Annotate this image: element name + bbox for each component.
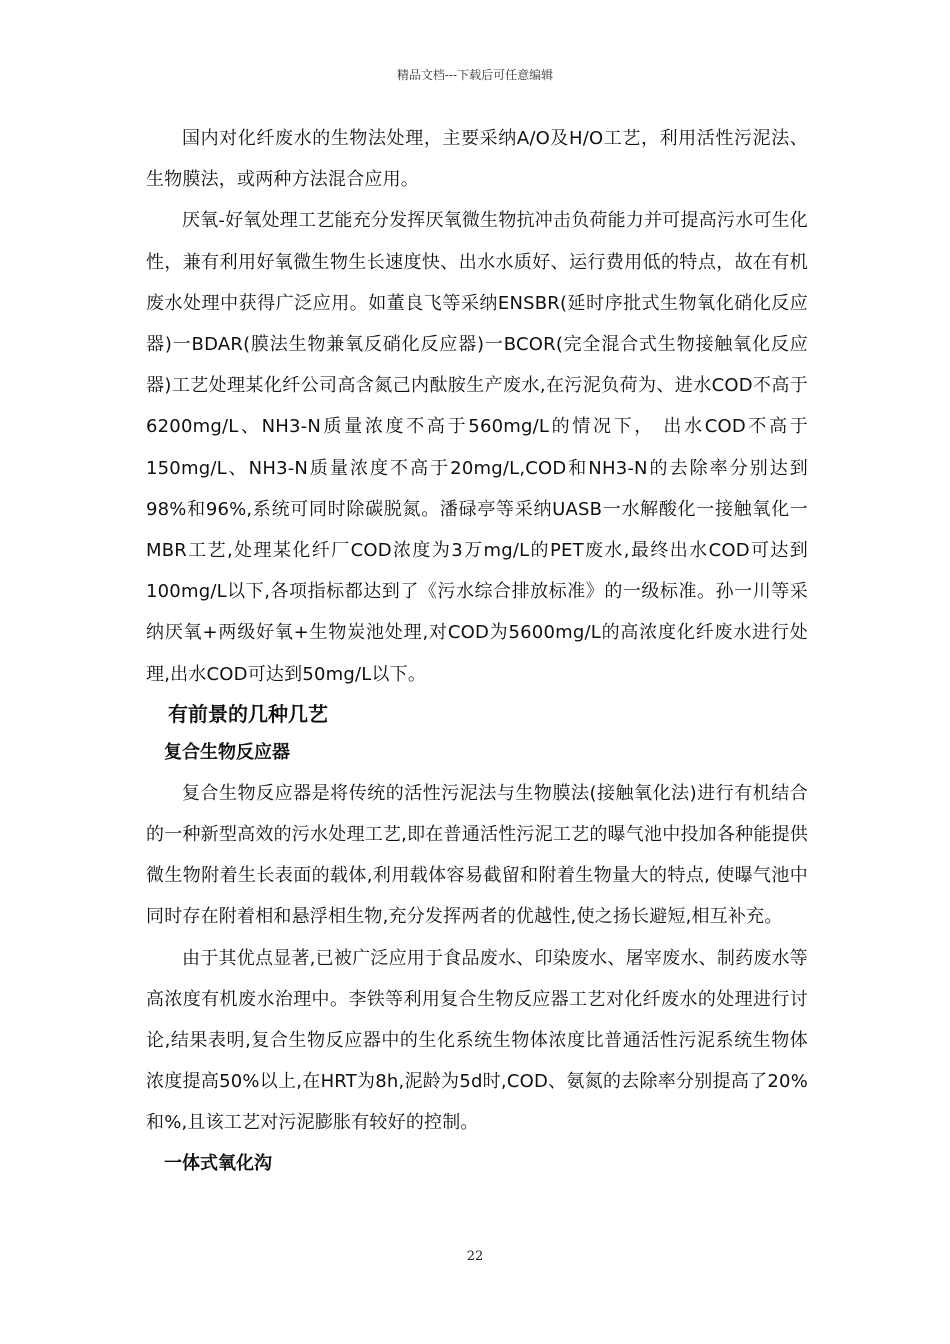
page-header: 精品文档---下载后可任意编辑 (396, 68, 554, 82)
subheading-oxidation-ditch: 一体式氧化沟 (164, 1152, 272, 1174)
page-number: 22 (466, 1249, 484, 1264)
paragraph-applications: 由于其优点显著,已被广泛应用于食品废水、印染废水、屠宰废水、制药废水等高浓度有机废水治理中。李铁等利用复合生物反应器工艺对化纤废水的处理进行讨论,结果表明,复合生物反应器中的生化系统生物体浓度比普通活性污泥系统生物体浓度提高50%以上,在HRT为8h,泥龄为5d时,COD、氨氮的去除率分别提高了20%和%,且该工艺对污泥膨胀有较好的控制。 (146, 947, 808, 1134)
paragraph-composite-reactor: 复合生物反应器是将传统的活性污泥法与生物膜法(接触氧化法)进行有机结合的一种新型高效的污水处理工艺,即在普通活性污泥工艺的曝气池中投加各种能提供微生物附着生长表面的载体,利用载体容易截留和附着生物量大的特点, 使曝气池中同时存在附着相和悬浮相生物,充分发挥两者的优越性,使之扬长避短,相互补充。 (146, 782, 808, 928)
paragraph-anaerobic-aerobic: 厌氧-好氧处理工艺能充分发挥厌氧微生物抗冲击负荷能力并可提高污水可生化性，兼有利用好氧微生物生长速度快、出水水质好、运行费用低的特点，故在有机废水处理中获得广泛应用。如董良飞等采纳ENSBR(延时序批式生物氧化硝化反应器)一BDAR(膜法生物兼氧反硝化反应器)一BCOR(完全混合式生物接触氧化反应器)工艺处理某化纤公司高含氮己内酞胺生产废水,在污泥负荷为、进水COD不高于6200mg/L、NH3-N质量浓度不高于560mg/L的情况下， 出水COD不高于150mg/L、NH3-N质量浓度不高于20mg/L,COD和NH3-N的去除率分别达到98%和96%,系统可同时除碳脱氮。潘碌亭等采纳UASB一水解酸化一接触氧化一MBR工艺,处理某化纤厂COD浓度为3万mg/L的PET废水,最终出水COD可达到100mg/L以下,各项指标都达到了《污水综合排放标准》的一级标准。孙一川等采纳厌氧+两级好氧+生物炭池处理,对COD为5600mg/L的高浓度化纤废水进行处理,出水COD可达到50mg/L以下。 (146, 210, 809, 685)
document-body (146, 118, 808, 1184)
section-heading: 有前景的几种几艺 (168, 701, 328, 726)
paragraph-biological-treatment: 国内对化纤废水的生物法处理，主要采纳A/O及H/O工艺，利用活性污泥法、生物膜法，或两种方法混合应用。 (146, 128, 808, 191)
subheading-composite-reactor: 复合生物反应器 (164, 741, 290, 763)
